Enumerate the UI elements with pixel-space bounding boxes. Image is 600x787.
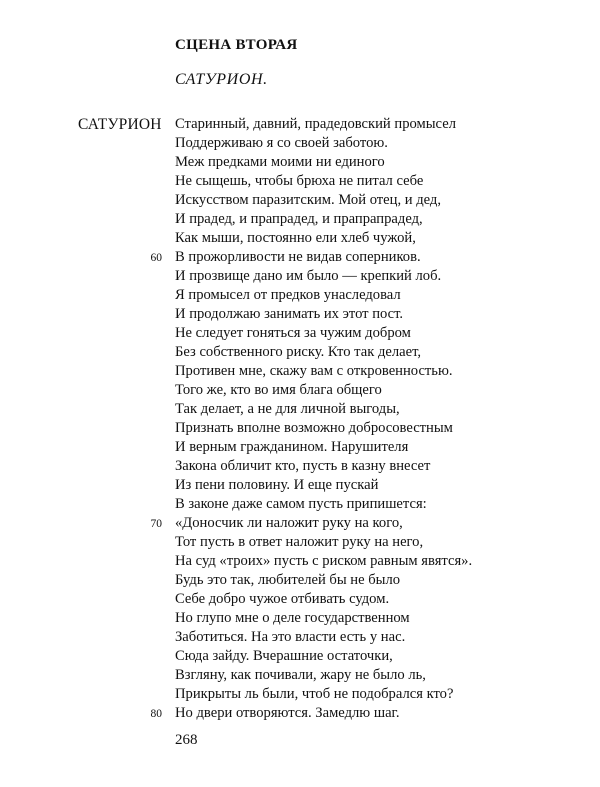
verse-line [175,476,472,495]
verse-text: Закона обличит кто, пусть в казну внесет [175,458,431,474]
line-number: 60 [150,252,162,264]
verse-line [175,533,472,552]
line-number: 70 [150,518,162,530]
verse-line [175,552,472,571]
line-number: 80 [150,708,162,720]
verse-line [175,666,472,685]
verse-line [175,590,472,609]
verse-line [175,457,472,476]
verse-text: Так делает, а не для личной выгоды, [175,401,400,417]
verse-line [150,514,472,533]
verse-text: На суд «троих» пусть с риском равным явятся». [175,553,473,569]
verse-line [175,419,472,438]
verse-line [175,286,472,305]
character-list: САТУРИОН. [175,71,268,88]
verse-text: И прозвище дано им было — крепкий лоб. [175,268,442,284]
verse-line [175,362,472,381]
verse-line [175,324,472,343]
verse-line [175,609,472,628]
verse-text: В законе даже самом пусть припишется: [175,496,427,512]
verse-text: Но двери отворяются. Замедлю шаг. [175,705,400,721]
verse-text: Взгляну, как почивали, жару не было ль, [175,667,426,683]
verse-text: И верным гражданином. Нарушителя [175,439,409,455]
verse-text: «Доносчик ли наложит руку на кого, [175,515,403,531]
verse-line [175,400,472,419]
verse-line [175,381,472,400]
verse-text: Как мыши, постоянно ели хлеб чужой, [175,230,416,246]
verse-text: Из пени половину. И еще пускай [175,477,379,493]
verse-text: Не сыщешь, чтобы брюха не питал себе [175,173,424,189]
verse-line [175,685,472,704]
verse-text: Того же, кто во имя блага общего [175,382,382,398]
verse-line [175,172,472,191]
verse-text: Я промысел от предков унаследовал [175,287,401,303]
verse-line [175,305,472,324]
verse-line [175,495,472,514]
verse-text: Прикрыты ль были, чтоб не подобрался кто? [175,686,454,702]
verse-text: Поддерживаю я со своей заботою. [175,135,388,151]
verse-text: И продолжаю занимать их этот пост. [175,306,404,322]
scene-title: СЦЕНА ВТОРАЯ [175,37,298,53]
verse-text: Меж предками моими ни единого [175,154,385,170]
verse-text: Будь это так, любителей бы не было [175,572,401,588]
verse-line [175,438,472,457]
verse-line [150,248,472,267]
verse-text: Без собственного риску. Кто так делает, [175,344,422,360]
verse-text: Но глупо мне о деле государственном [175,610,410,626]
verse-line [175,571,472,590]
verse-line [175,134,472,153]
verse-text: И прадед, и прапрадед, и прапрапрадед, [175,211,423,227]
verse-line [175,267,472,286]
speaker-name: САТУРИОН [78,116,162,133]
verse-line [150,704,472,723]
verse-text: Признать вполне возможно добросовестным [175,420,453,436]
verse-text: Себе добро чужое отбивать судом. [175,591,390,607]
verse-text: Старинный, давний, прадедовский промысел [175,116,456,132]
verse-text: Сюда зайду. Вчерашние остаточки, [175,648,393,664]
verse-text: В прожорливости не видав соперников. [175,249,421,265]
verse-line [175,191,472,210]
verse-line [175,115,472,134]
verse-line [175,229,472,248]
verse-line [175,153,472,172]
page-number: 268 [175,732,198,748]
verse-line [175,647,472,666]
verse-text: Искусством паразитским. Мой отец, и дед, [175,192,442,208]
verse-text: Противен мне, скажу вам с откровенностью. [175,363,453,379]
verse-block [150,115,473,723]
verse-line [175,210,472,229]
verse-text: Тот пусть в ответ наложит руку на него, [175,534,424,550]
verse-text: Не следует гоняться за чужим добром [175,325,411,341]
verse-line [175,628,472,647]
verse-text: Заботиться. На это власти есть у нас. [175,629,406,645]
verse-line [175,343,472,362]
